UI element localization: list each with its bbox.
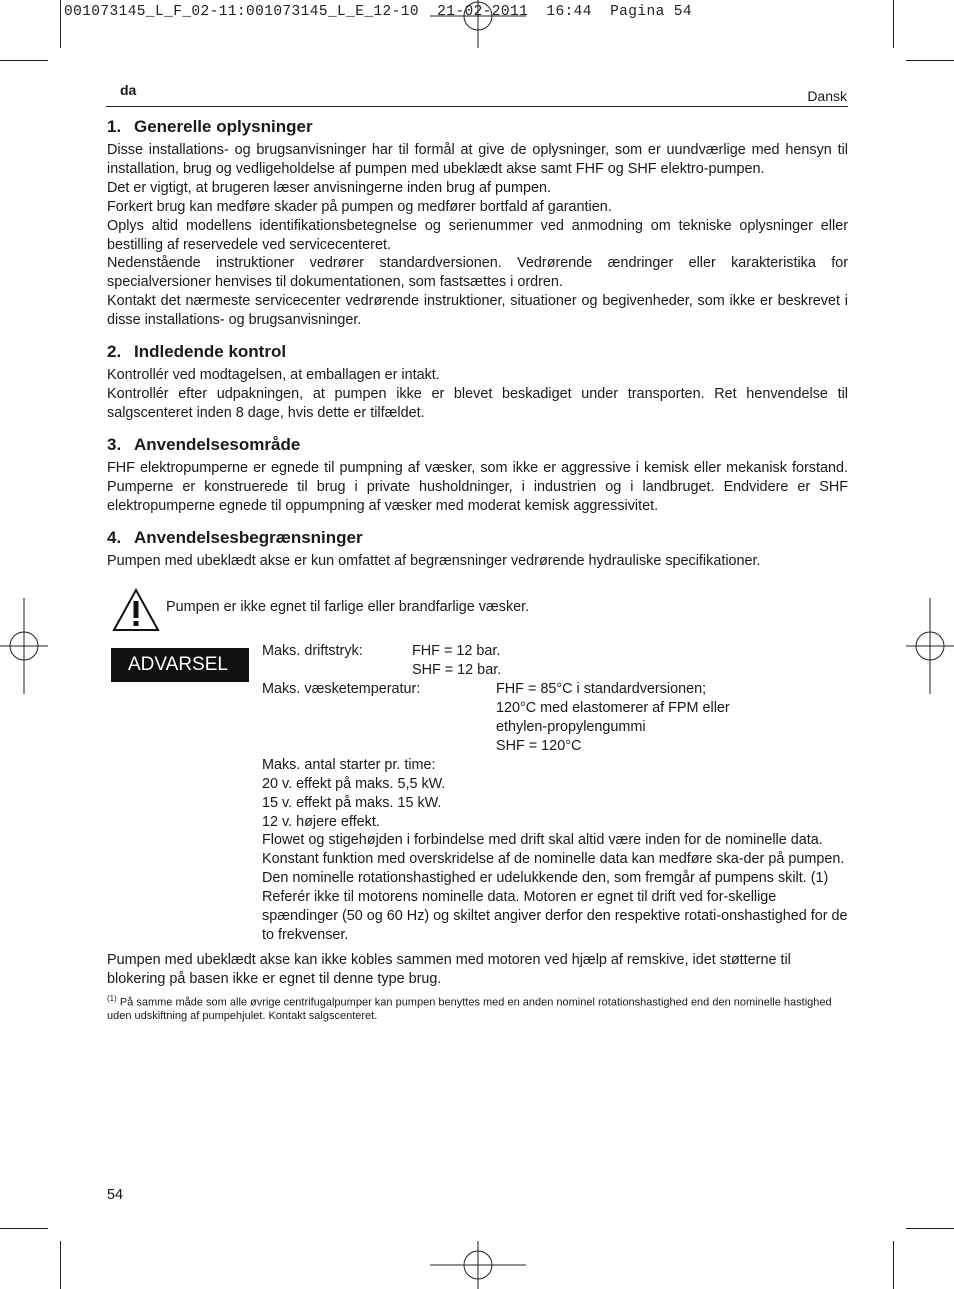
crop-mark-br-h — [906, 1228, 954, 1229]
print-slug: 001073145_L_F_02-11:001073145_L_E_12-10 21-02-2011 16:44 Pagina 54 — [64, 4, 692, 20]
starts-line: Maks. antal starter pr. time: — [262, 756, 436, 773]
crop-mark-bl-h — [0, 1228, 48, 1229]
section-title-limits: 4. Anvendelsesbegrænsninger — [107, 527, 363, 547]
paragraph: Kontrollér ved modtagelsen, at emballagen er intakt. — [107, 367, 440, 384]
warning-text: Pumpen er ikke egnet til farlige eller brandfarlige væsker. — [166, 599, 530, 616]
paragraph: Kontrollér efter udpakningen, at pumpen ikke er blevet beskadiget under transporten. Ret henvendelse til salgscenteret inden 8 dage, hvis dette er tilfældet. — [107, 385, 848, 421]
crop-mark-tl-v — [60, 0, 61, 48]
footnote-text: På samme måde som alle øvrige centrifugalpumper kan pumpen benyttes med en anden nominel rotationshastighed end den nominelle hastighed uden udskiftning af pumpehjulet. Kontakt salgscenteret. — [107, 996, 832, 1023]
section-title-general: 1. Generelle oplysninger — [107, 117, 313, 136]
crop-mark-tr-h — [906, 60, 954, 61]
pressure-fhf: FHF = 12 bar. — [412, 643, 501, 660]
temp-line: ethylen-propylengummi — [496, 719, 646, 736]
paragraph: Pumpen med ubeklædt akse er kun omfattet af begrænsninger vedrørende hydrauliske specifikationer. — [107, 552, 761, 569]
temp-line: FHF = 85°C i standardversionen; — [496, 681, 707, 698]
paragraph: Oplys altid modellens identifikationsbetegnelse og serienummer ved anmodning om tekniske oplysninger eller bestilling af reservedele ved servicecenteret. — [107, 217, 848, 253]
registration-mark-right — [906, 598, 954, 694]
pressure-label: Maks. driftstryk: — [262, 643, 363, 660]
footnote-mark: (1) — [107, 993, 117, 1003]
paragraph: Disse installations- og brugsanvisninger har til formål at give de oplysninger, som er uundværlige med hensyn til installation, brug og vedligeholdelse af pumpen med ubeklædt akse samt FHF og SHF elektro-pumpen. — [107, 142, 848, 177]
pressure-shf: SHF = 12 bar. — [412, 662, 502, 679]
closing-paragraph: Pumpen med ubeklædt akse kan ikke kobles sammen med motoren ved hjælp af remskive, idet støtterne til blokering på basen ikke er egnet til denne type brug. — [107, 951, 791, 987]
registration-mark-bottom — [430, 1241, 526, 1289]
page-number: 54 — [107, 1187, 124, 1203]
warning-triangle-icon — [112, 588, 160, 632]
crop-mark-bl-v — [60, 1241, 61, 1289]
language-name: Dansk — [807, 88, 847, 104]
paragraph: Nedenstående instruktioner vedrører standardversionen. Vedrørende ændringer eller karakteristika for specialversioner henvises til dokumentationen, som fastsættes i ordren. — [107, 255, 848, 291]
temp-line: SHF = 120°C — [496, 737, 582, 754]
registration-mark-top — [430, 0, 526, 48]
crop-mark-tr-v — [893, 0, 894, 48]
section-title-application: 3. Anvendelsesområde — [107, 434, 301, 454]
footnote — [107, 992, 848, 1024]
paragraph: Det er vigtigt, at brugeren læser anvisningerne inden brug af pumpen. — [107, 179, 551, 196]
starts-line: 12 v. højere effekt. — [262, 813, 380, 830]
starts-line: 15 v. effekt på maks. 15 kW. — [262, 794, 442, 811]
header-rule — [106, 106, 848, 107]
limits-block — [262, 642, 848, 945]
registration-mark-left — [0, 598, 48, 694]
section-title-initial-check: 2. Indledende kontrol — [107, 342, 287, 362]
paragraph: Kontakt det nærmeste servicecenter vedrørende instruktioner, situationer og begivenheder, som ikke er beskrevet i disse installations- og brugsanvisninger. — [107, 293, 848, 329]
starts-line: 20 v. effekt på maks. 5,5 kW. — [262, 775, 446, 792]
page-content — [107, 117, 848, 1023]
temp-label: Maks. væsketemperatur: — [262, 681, 421, 698]
paragraph: FHF elektropumperne er egnede til pumpning af væsker, som ikke er aggressive i kemisk eller mekanisk forstand. Pumperne er konstruerede til brug i private husholdninger, i industrien og i landbruget. Endvidere er SHF elektropumperne egnede til oppumpning af væsker med moderat kemisk aggressivitet. — [107, 459, 848, 514]
temp-line: 120°C med elastomerer af FPM eller — [496, 700, 730, 717]
crop-mark-br-v — [893, 1241, 894, 1289]
rotation-paragraph: Den nominelle rotationshastighed er udelukkende den, som fremgår af pumpens skilt. (1) Referér ikke til motorens nominelle data. Motoren er egnet til drift ved for-skellige spændinger (50 og 60 Hz) og skiltet angiver derfor den respektive rotati-onshastighed for de to frekvenser. — [262, 870, 848, 943]
crop-mark-tl-h — [0, 60, 48, 61]
flow-paragraph: Flowet og stigehøjden i forbindelse med drift skal altid være inden for de nominelle data. Konstant funktion med overskridelse af de nominelle data kan medføre ska-der på pumpen. — [262, 832, 845, 868]
language-code: da — [120, 82, 137, 98]
warning-badge: ADVARSEL — [111, 648, 249, 682]
paragraph: Forkert brug kan medføre skader på pumpen og medfører bortfald af garantien. — [107, 198, 612, 215]
